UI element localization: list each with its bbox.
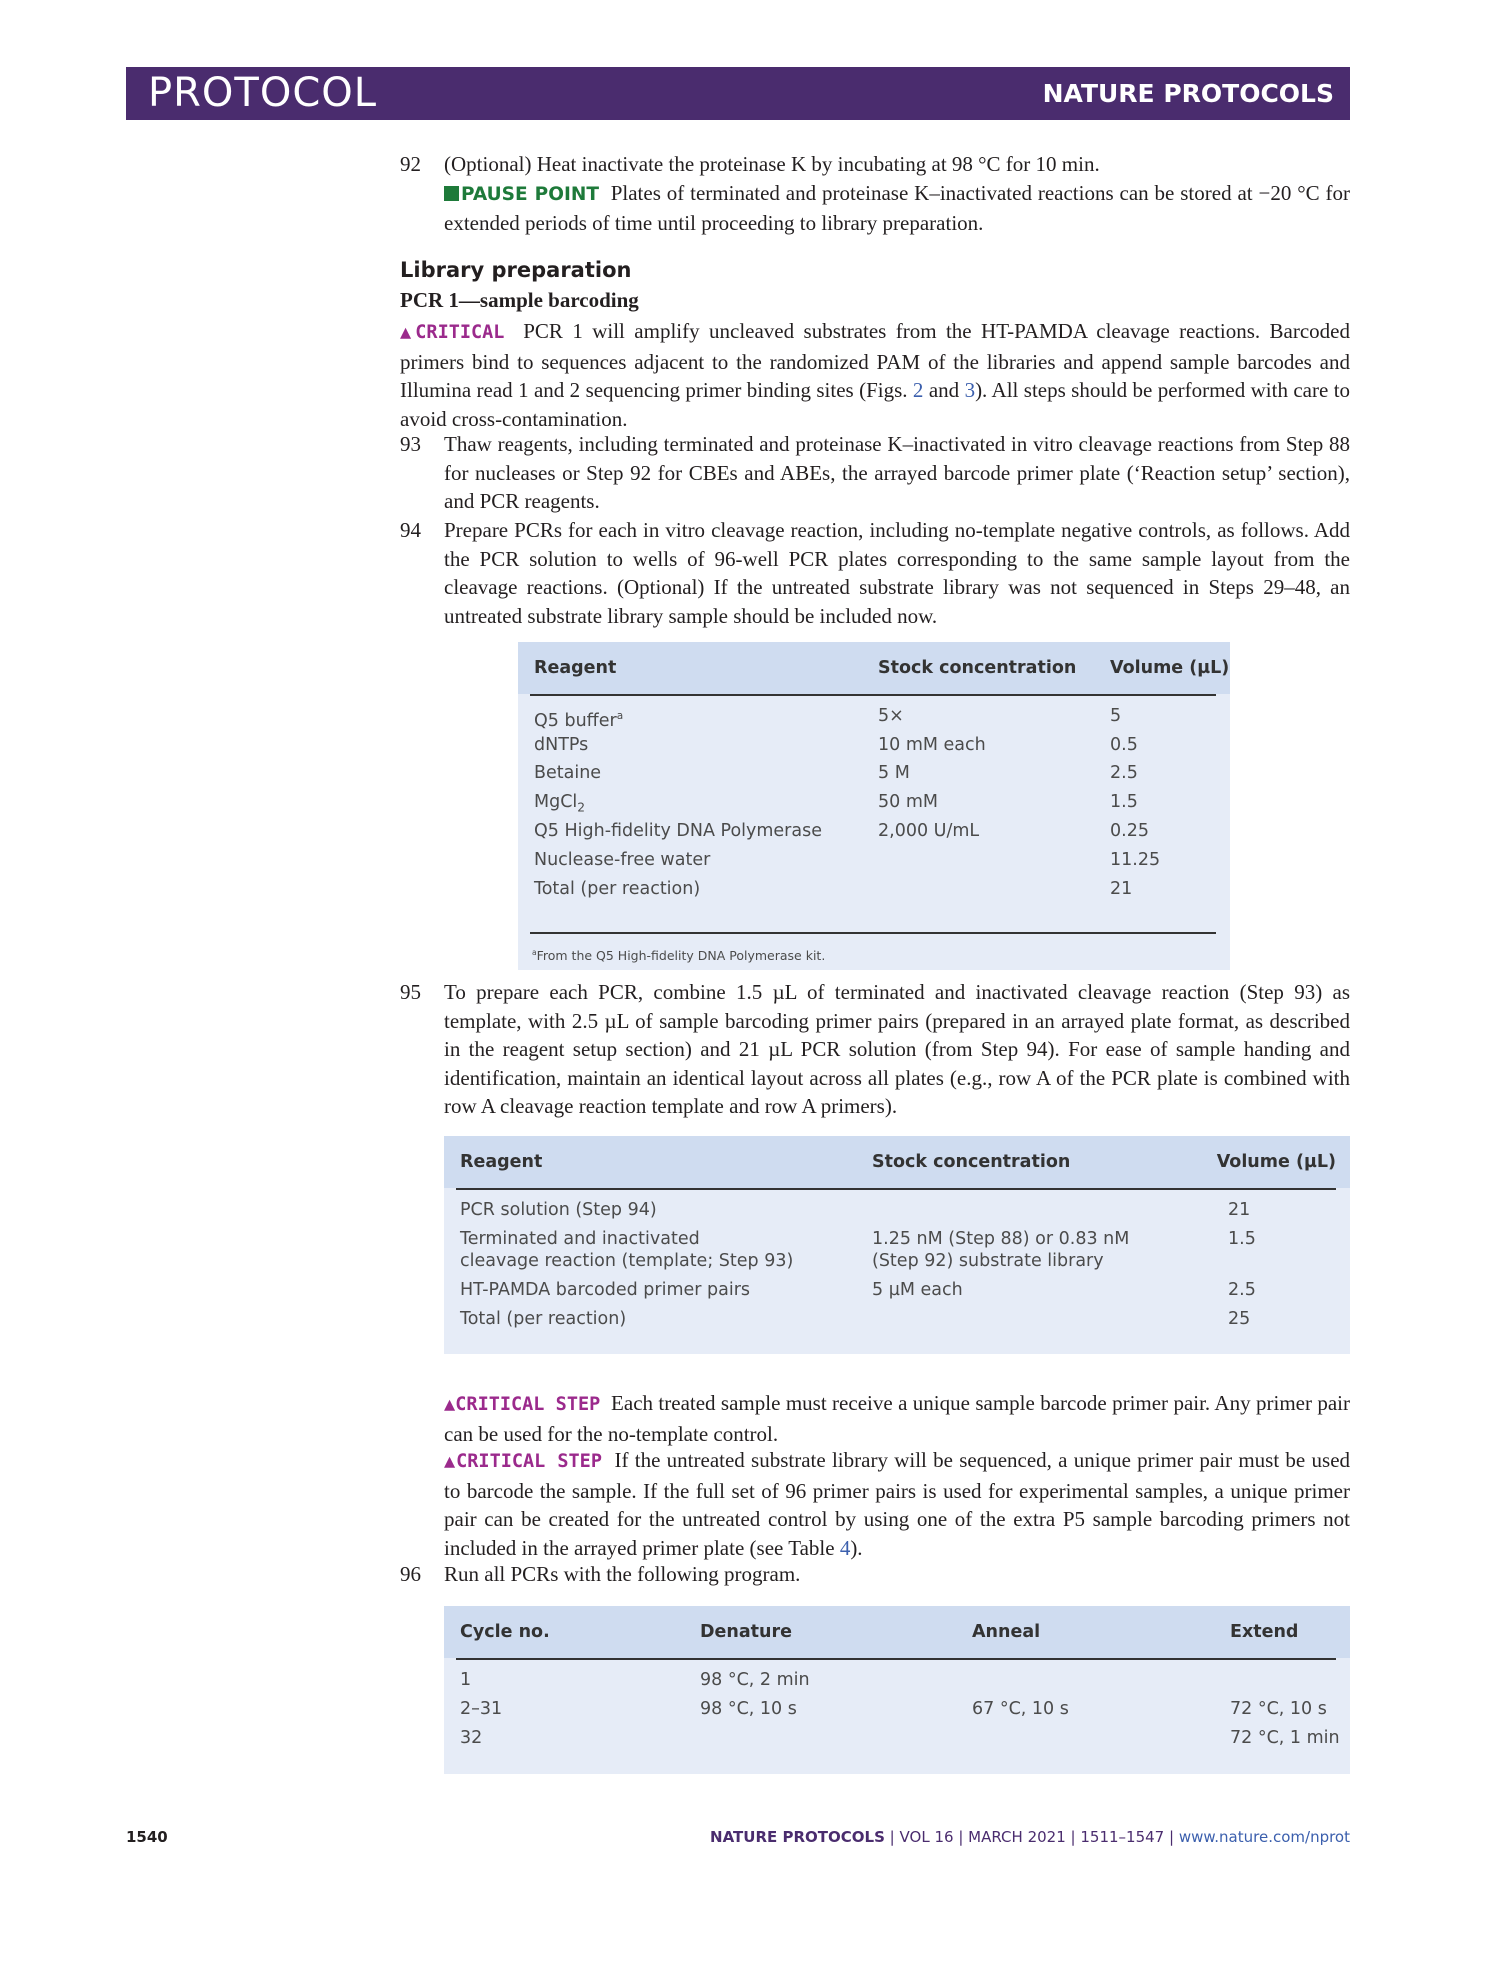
pcr-program-table — [444, 1606, 1350, 1774]
critical-step-note — [444, 1446, 1350, 1562]
header-rule — [456, 1658, 1336, 1660]
table-cell: 32 — [460, 1728, 483, 1748]
col-header: Denature — [700, 1622, 792, 1642]
table-cell: (Step 92) substrate library — [872, 1251, 1104, 1271]
step-text: To prepare each PCR, combine 1.5 µL of terminated and inactivated cleavage reaction (Step 93) as template, with 2.5 µL of sample barcoding primer pairs (prepared in an arrayed plate format, as described in the reagent setup section) and 21 µL PCR solution (from Step 94). For ease of sample handing and identification, maintain an identical layout across all plates (e.g., row A of the PCR plate is combined with row A cleavage reaction template and row A primers). — [444, 980, 1350, 1118]
table-link[interactable]: 4 — [839, 1535, 851, 1560]
journal-name: NATURE PROTOCOLS — [1042, 79, 1334, 108]
table-cell: 67 °C, 10 s — [972, 1699, 1069, 1719]
header-rule — [456, 1188, 1336, 1190]
section-heading: Library preparation — [400, 258, 632, 282]
header-rule — [530, 694, 1216, 696]
step-number: 92 — [400, 152, 421, 176]
table-cell: 2,000 U/mL — [878, 821, 980, 841]
critical-step-text: If the untreated substrate library will be sequenced, a unique primer pair must be used to barcode the sample. If the full set of 96 primer pairs is used for experimental samples, a unique primer pair can be created for the untreated control by using one of the extra P5 sample barcoding primers not included in the arrayed primer plate (see Table — [444, 1448, 1351, 1560]
table-cell: 1.5 — [1228, 1229, 1256, 1249]
step-text: Prepare PCRs for each in vitro cleavage reaction, including no-template negative controls, as follows. Add the PCR solution to wells of 96-well PCR plates corresponding to the same sample layout from the cleavage reactions. (Optional) If the untreated substrate library was not sequenced in Steps 29–48, an untreated substrate library sample should be included now. — [444, 518, 1350, 628]
table-cell: 5 µM each — [872, 1280, 963, 1300]
table-header — [444, 1606, 1350, 1658]
step-96 — [400, 1560, 1350, 1589]
table-cell: PCR solution (Step 94) — [460, 1200, 657, 1220]
section-label: PROTOCOL — [148, 70, 378, 116]
table-cell: Terminated and inactivated — [460, 1229, 700, 1249]
table-cell: 10 mM each — [878, 735, 986, 755]
table-cell: 5 M — [878, 763, 910, 783]
table-cell: Q5 buffer$^a$ — [534, 710, 624, 731]
step-number: 96 — [400, 1562, 421, 1586]
critical-step-text-end: ). — [850, 1535, 863, 1560]
table-cell: 98 °C, 2 min — [700, 1670, 810, 1690]
table-cell: 1.5 — [1110, 792, 1138, 812]
table-cell: Total (per reaction) — [534, 879, 701, 899]
critical-step-label: CRITICAL STEP — [455, 1394, 601, 1415]
critical-step-label: CRITICAL STEP — [456, 1451, 602, 1472]
footer-volume: VOL 16 — [899, 1828, 954, 1846]
footer-journal: NATURE PROTOCOLS — [710, 1828, 885, 1846]
step-93 — [400, 430, 1350, 516]
table-cell: 1.25 nM (Step 88) or 0.83 nM — [872, 1229, 1130, 1249]
pcr-solution-table — [518, 642, 1230, 970]
pcr-setup-table — [444, 1136, 1350, 1354]
page-number: 1540 — [126, 1828, 168, 1846]
col-header: Reagent — [534, 658, 617, 678]
pause-point-icon — [444, 186, 459, 201]
critical-step-note — [444, 1389, 1350, 1448]
col-header: Anneal — [972, 1622, 1041, 1642]
table-cell: Q5 High-fidelity DNA Polymerase — [534, 821, 822, 841]
step-number: 94 — [400, 518, 421, 542]
critical-triangle-icon: ▲ — [444, 1394, 456, 1415]
col-header: Stock concentration — [878, 658, 1077, 678]
footer-date: MARCH 2021 — [968, 1828, 1066, 1846]
table-cell: 25 — [1228, 1309, 1251, 1329]
bottom-rule — [530, 932, 1216, 934]
table-cell: Betaine — [534, 763, 602, 783]
table-cell: 11.25 — [1110, 850, 1161, 870]
col-header: Extend — [1230, 1622, 1299, 1642]
pause-point-text: Plates of terminated and proteinase K–inactivated reactions can be stored at −20 °C for extended periods of time until proceeding to library preparation. — [444, 180, 1350, 235]
table-cell: 2.5 — [1110, 763, 1138, 783]
col-header: Stock concentration — [872, 1152, 1071, 1172]
critical-label: CRITICAL — [415, 322, 505, 343]
table-cell: cleavage reaction (template; Step 93) — [460, 1251, 794, 1271]
col-header: Cycle no. — [460, 1622, 550, 1642]
conjunction: and — [928, 378, 960, 402]
critical-step-text: Each treated sample must receive a unique sample barcode primer pair. Any primer pair can be used for the no-template control. — [444, 1391, 1351, 1446]
table-cell: 2.5 — [1228, 1280, 1256, 1300]
step-94 — [400, 516, 1350, 630]
table-cell: Total (per reaction) — [460, 1309, 627, 1329]
separator: | — [1169, 1828, 1175, 1846]
step-text: (Optional) Heat inactivate the proteinase K by incubating at 98 °C for 10 min. — [444, 152, 1100, 176]
figure-link[interactable]: 2 — [912, 378, 924, 402]
separator: | — [958, 1828, 964, 1846]
col-header: Volume (µL) — [1110, 658, 1230, 678]
table-footnote: $^a$From the Q5 High-fidelity DNA Polymerase kit. — [532, 948, 826, 964]
citation-footer — [710, 1828, 1350, 1846]
table-cell: 21 — [1228, 1200, 1251, 1220]
critical-triangle-icon: ▲ — [444, 1451, 457, 1472]
critical-triangle-icon: ▲ — [400, 322, 416, 343]
col-header: Volume (µL) — [1216, 1152, 1336, 1172]
table-cell: HT-PAMDA barcoded primer pairs — [460, 1280, 751, 1300]
table-cell: 2–31 — [460, 1699, 503, 1719]
step-text: Thaw reagents, including terminated and proteinase K–inactivated in vitro cleavage reactions from Step 88 for nucleases or Step 92 for CBEs and ABEs, the arrayed barcode primer plate (‘Reaction setup’ section), and PCR reagents. — [444, 432, 1350, 513]
table-cell: 72 °C, 1 min — [1230, 1728, 1340, 1748]
table-cell: 50 mM — [878, 792, 938, 812]
step-number: 93 — [400, 432, 421, 456]
table-cell: MgCl$_2$ — [534, 792, 586, 815]
table-cell: 0.25 — [1110, 821, 1149, 841]
table-cell: 5× — [878, 706, 904, 726]
table-cell: 98 °C, 10 s — [700, 1699, 797, 1719]
pause-point-label: PAUSE POINT — [461, 183, 599, 205]
subsection-heading: PCR 1—sample barcoding — [400, 288, 639, 312]
footer-url-link[interactable]: www.nature.com/nprot — [1178, 1828, 1350, 1846]
separator: | — [889, 1828, 895, 1846]
col-header: Reagent — [460, 1152, 543, 1172]
step-text: Run all PCRs with the following program. — [444, 1562, 801, 1586]
table-cell: dNTPs — [534, 735, 589, 755]
step-number: 95 — [400, 980, 421, 1004]
step-92 — [400, 150, 1350, 238]
critical-note — [400, 317, 1350, 433]
table-cell: 1 — [460, 1670, 472, 1690]
critical-text-end: ). All steps should be performed with care to avoid cross-contamination. — [400, 378, 1351, 431]
critical-text: PCR 1 will amplify uncleaved substrates from the HT-PAMDA cleavage reactions. Barcoded primers bind to sequences adjacent to the randomized PAM of the libraries and append sample barcodes and Illumina read 1 and 2 sequencing primer binding sites (Figs. — [400, 319, 1351, 402]
table-cell: 72 °C, 10 s — [1230, 1699, 1327, 1719]
header-banner — [126, 67, 1350, 120]
figure-link[interactable]: 3 — [964, 378, 976, 402]
separator: | — [1070, 1828, 1076, 1846]
table-cell: Nuclease-free water — [534, 850, 711, 870]
table-cell: 21 — [1110, 879, 1133, 899]
step-95 — [400, 978, 1350, 1121]
table-cell: 5 — [1110, 706, 1122, 726]
footer-pages: 1511–1547 — [1080, 1828, 1165, 1846]
table-cell: 0.5 — [1110, 735, 1138, 755]
